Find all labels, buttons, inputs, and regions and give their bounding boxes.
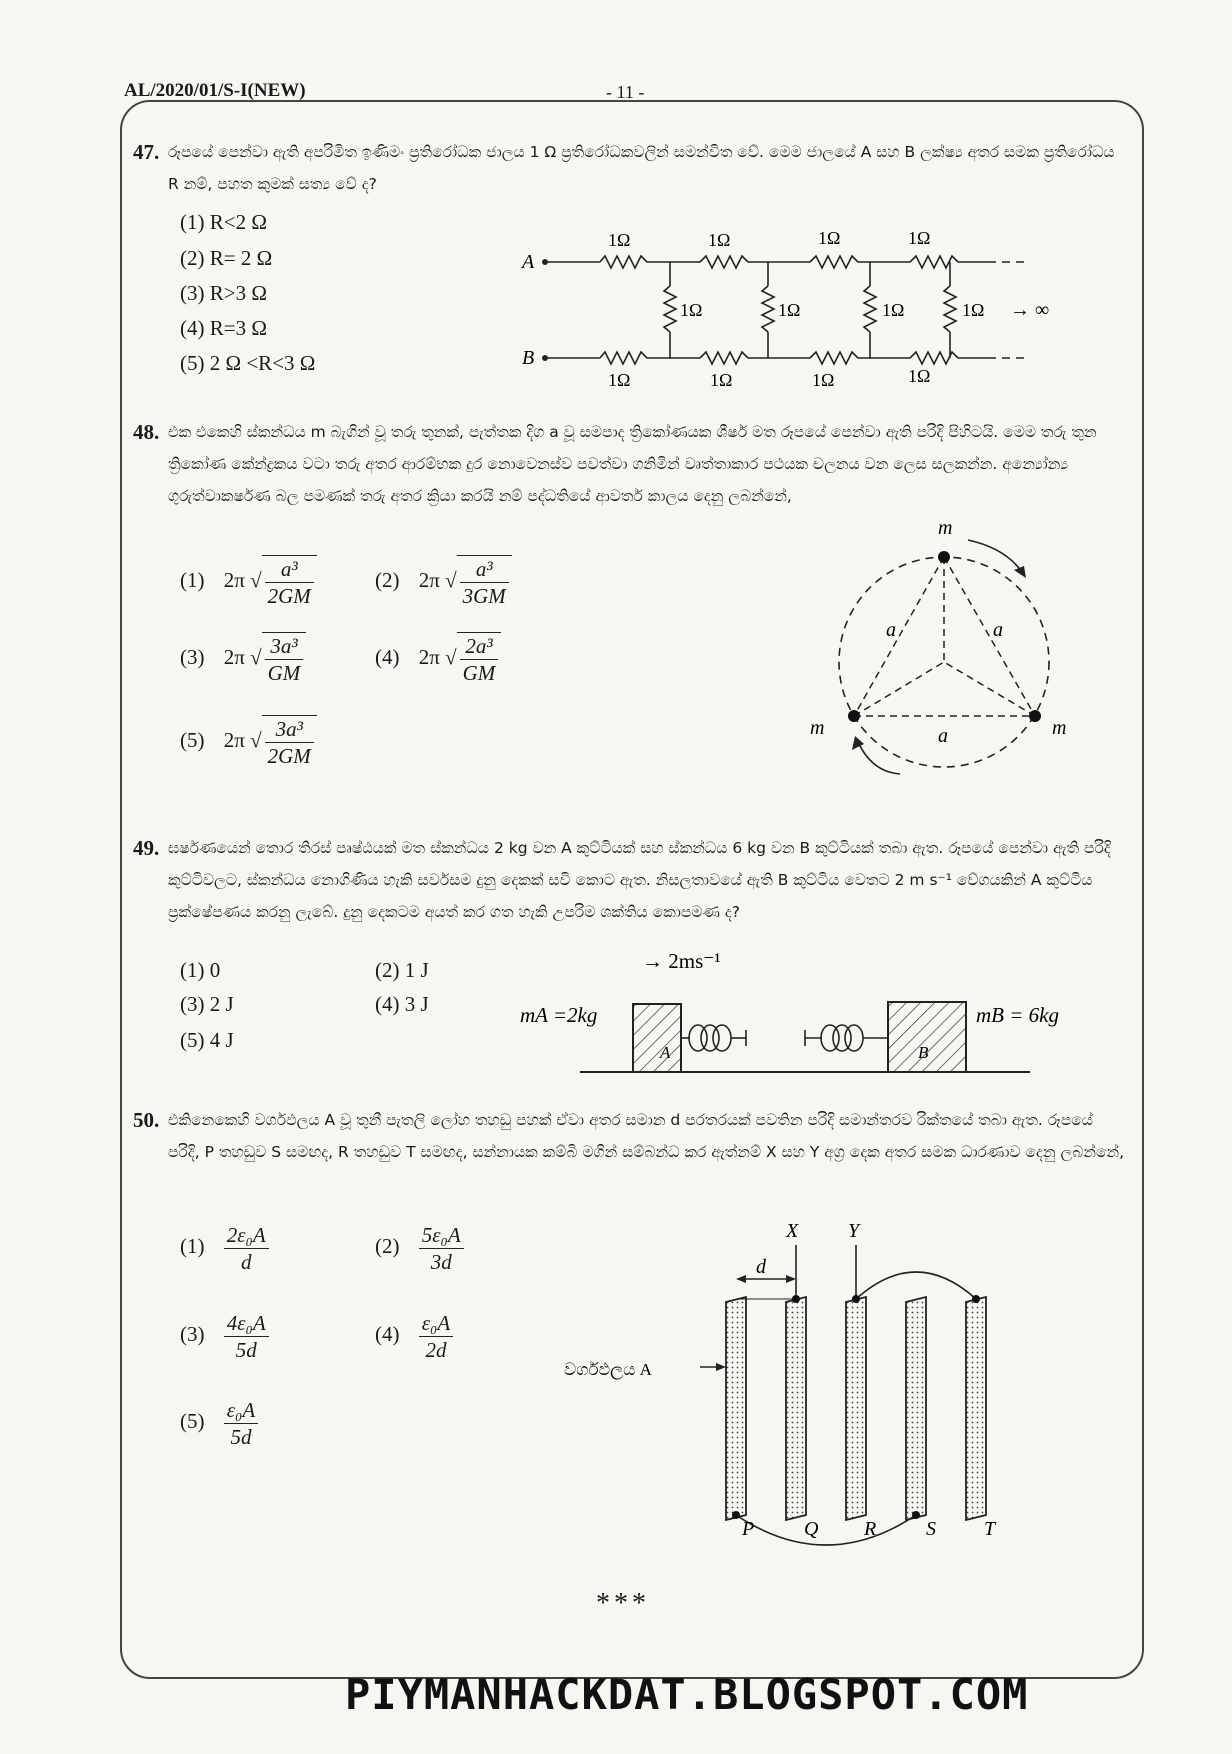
- q50-option-3-num: (3): [180, 1322, 205, 1347]
- q48-side-left: a: [886, 619, 896, 641]
- q48-option-1-coef: 2π: [223, 567, 245, 592]
- q49-option-5: (5) 4 J: [180, 1028, 234, 1052]
- q50-option-2: [375, 1222, 464, 1275]
- q50-terminal-y: Y: [848, 1220, 860, 1242]
- q47-res-label: 1Ω: [708, 230, 731, 250]
- q50-option-5-denominator: 5d: [230, 1425, 252, 1449]
- q49-block-b: B: [918, 1043, 929, 1062]
- q48-option-4-num: (4): [375, 644, 400, 669]
- q50-option-4-denominator: 2d: [425, 1338, 447, 1362]
- q48-option-2-num: (2): [375, 567, 400, 592]
- q47-ladder-circuit: [510, 220, 1110, 400]
- q48-option-4-coef: 2π: [418, 644, 440, 669]
- q49-number: 49.: [133, 836, 160, 860]
- q47-res-label: 1Ω: [812, 370, 835, 390]
- q50-option-4-numerator: ε₀A: [421, 1311, 451, 1335]
- q48-option-2-denominator: 3GM: [462, 584, 506, 608]
- q47-infinity-arrow: → ∞: [1010, 299, 1050, 321]
- q48-option-3-coef: 2π: [223, 644, 245, 669]
- q48-option-2-numerator: a³: [475, 557, 493, 581]
- q48-side-right: a: [993, 619, 1003, 641]
- q50-option-5-numerator: ε₀A: [226, 1398, 256, 1422]
- end-marks: ***: [596, 1588, 650, 1619]
- q48-side-bottom: a: [938, 725, 948, 747]
- q48-option-4: (4) 2π √ $\frac{\text{2a³}}{GM}$: [375, 632, 501, 686]
- q50-option-2-numerator: 5ε₀A: [421, 1223, 461, 1247]
- q48-option-3: (3) 2π √ $\frac{\text{3a³}}{GM}$: [180, 632, 306, 686]
- q49-option-3: (3) 2 J: [180, 992, 234, 1016]
- q48-option-1-denominator: 2GM: [267, 584, 311, 608]
- q48-mass-top: m: [938, 517, 953, 539]
- q47-text: රූපයේ පෙන්වා ඇති අපරිමිත ඉණිමං ප්‍රතිරෝධක ජාලය 1 Ω ප්‍රතිරෝධකවලින් සමන්විත වේ. මෙම ජාලයේ A සහ B ලක්ෂ්‍ය අතර සමක ප්‍රතිරෝධය R නම්, පහත කුමක් සත්‍ය වේ ද?: [168, 143, 1115, 193]
- q48-mass-left: m: [810, 717, 825, 739]
- q50-option-1-denominator: d: [240, 1250, 252, 1274]
- q50-option-3-denominator: 5d: [235, 1338, 257, 1362]
- q47-res-label: 1Ω: [818, 228, 841, 248]
- q47-res-label: 1Ω: [962, 300, 985, 320]
- q50-option-4-num: (4): [375, 1322, 400, 1347]
- q49-mass-a-label: mA =2kg: [520, 1003, 598, 1027]
- q50-option-5: [180, 1397, 258, 1450]
- q50-terminal-x: X: [786, 1220, 799, 1242]
- q50-gap-label: d: [756, 1256, 766, 1278]
- q49-option-4: (4) 3 J: [375, 992, 429, 1016]
- q47-res-label: 1Ω: [608, 370, 631, 390]
- q47-res-label: 1Ω: [908, 228, 931, 248]
- q49-text: ඝර්ෂණයෙන් තොර තිරස් පෘෂ්ඨයක් මත ස්කන්ධය 2 kg වන A කුට්ටියක් සහ ස්කන්ධය 6 kg වන B කුට්ටියක් තබා ඇත. රූපයේ පෙන්වා ඇති පරිදි කුට්ටිවලට, ස්කන්ධය නොගිණිය හැකි සර්වසම දුනු දෙකක් සවි කොට ඇත. නිසලතාවයේ ඇති B කුට්ටිය වෙතට 2 m s⁻¹ වේගයකින් A කුට්ටිය ප්‍රක්ෂේපණය කරනු ලැබේ. දුනු දෙකටම අයත් කර ගත හැකි උපරිම ශක්තිය කොපමණ ද?: [168, 839, 1111, 921]
- q47-res-label: 1Ω: [680, 300, 703, 320]
- q50-option-1-num: (1): [180, 1234, 205, 1259]
- q47-node-a: A: [522, 251, 535, 273]
- q48-option-5-num: (5): [180, 727, 205, 752]
- q47-res-label: 1Ω: [710, 370, 733, 390]
- q47-res-label: 1Ω: [608, 230, 631, 250]
- q48-option-5-coef: 2π: [223, 727, 245, 752]
- q50-option-5-num: (5): [180, 1409, 205, 1434]
- q48-option-1-num: (1): [180, 567, 205, 592]
- q50-option-1-numerator: 2ε₀A: [226, 1223, 266, 1247]
- q48-option-3-numerator: 3a³: [270, 634, 298, 658]
- q48-option-5-numerator: 3a³: [275, 717, 303, 741]
- q48-option-2: (2) 2π √ $\frac{\text{a³}}{3GM}$: [375, 555, 512, 609]
- q47-option-1: (1) R<2 Ω: [180, 210, 267, 234]
- q50-capacitor-plates-diagram: [560, 1215, 1030, 1555]
- q48-option-5: (5) 2π √ $\frac{\text{3a³}}{2GM}$: [180, 715, 317, 769]
- q50-option-1: [180, 1222, 269, 1275]
- q50-plate-q: Q: [804, 1518, 819, 1540]
- footer-watermark: PIYMANHACKDAT.BLOGSPOT.COM: [345, 1670, 1029, 1719]
- q47-node-b: B: [522, 347, 535, 369]
- q47-res-label: 1Ω: [778, 300, 801, 320]
- q50-area-label: වර්ගඵලය A: [564, 1360, 652, 1379]
- q48-option-5-denominator: 2GM: [267, 744, 311, 768]
- q47-option-3: (3) R>3 Ω: [180, 281, 267, 305]
- q48-mass-right: m: [1052, 717, 1067, 739]
- q48-option-1: (1) 2π √ $\frac{\text{a³}}{2GM}$: [180, 555, 317, 609]
- q47-option-4: (4) R=3 Ω: [180, 316, 267, 340]
- q47-number: 47.: [133, 140, 160, 164]
- q50-plate-r: R: [864, 1518, 877, 1540]
- q50-option-3: [180, 1310, 269, 1363]
- q49-velocity-label: → 2ms⁻¹: [642, 949, 721, 973]
- paper-code: AL/2020/01/S-I(NEW): [124, 80, 306, 101]
- q50-option-2-denominator: 3d: [430, 1250, 452, 1274]
- q48-option-1-numerator: a³: [280, 557, 298, 581]
- q47-option-5: (5) 2 Ω <R<3 Ω: [180, 351, 316, 375]
- q49-spring-blocks-diagram: [520, 949, 1059, 1080]
- q50-text: එකිනෙකෙහි වර්ගඵලය A වූ තුනී පැතලි ලෝහ තහඩු පහක් ඒවා අතර සමාන d පරතරයක් පවතින පරිදි සමාන්තරව රික්තයේ තබා ඇත. රූපයේ පරිදි, P තහඩුව S සමඟද, R තහඩුව T සමඟද, සන්නායක කම්බි මගින් සම්බන්ධ කර ඇත්නම් X සහ Y අග්‍ර දෙක අතර සමක ධාරණාව දෙනු ලබන්නේ,: [168, 1111, 1125, 1161]
- q50-plate-s: S: [926, 1518, 936, 1540]
- q48-three-star-diagram: [800, 512, 1070, 792]
- q50-plate-t: T: [984, 1518, 996, 1540]
- q49-block-a: A: [660, 1043, 671, 1062]
- q48-option-4-numerator: 2a³: [465, 634, 493, 658]
- q50-plate-p: P: [742, 1518, 755, 1540]
- q47-res-label: 1Ω: [882, 300, 905, 320]
- q48-text: එක එකෙහි ස්කන්ධය m බැගින් වූ තරු තුනක්, පැත්තක දිග a වූ සමපාද ත්‍රිකෝණයක ශීර්ෂ මත රූපයේ පෙන්වා ඇති පරිදි පිහිටයි. මෙම තරු තුන ත්‍රිකෝණ කේන්ද්‍රකය වටා තරු අතර ආරම්භක දුර නොවෙනස්ව පවත්වා ගනිමින් වෘත්තාකාර පථයක චලනය වන ලෙස සලකන්න. අන්‍යෝන්‍ය ගුරුත්වාකර්ෂණ බල පමණක් තරු අතර ක්‍රියා කරයි නම් පද්ධතියේ ආවර්ත කාලය දෙනු ලබන්නේ,: [168, 423, 1097, 505]
- q50-option-2-num: (2): [375, 1234, 400, 1259]
- q48-number: 48.: [133, 420, 160, 444]
- q50-option-4: [375, 1310, 453, 1363]
- q50-option-3-numerator: 4ε₀A: [226, 1311, 266, 1335]
- q48-option-4-denominator: GM: [462, 661, 496, 685]
- q49-option-2: (2) 1 J: [375, 958, 429, 982]
- q48-option-3-num: (3): [180, 644, 205, 669]
- q47-option-2: (2) R= 2 Ω: [180, 246, 273, 270]
- q49-option-1: (1) 0: [180, 958, 221, 982]
- q48-option-3-denominator: GM: [267, 661, 301, 685]
- q47-res-label: 1Ω: [908, 366, 931, 386]
- q50-number: 50.: [133, 1108, 160, 1132]
- page-number: - 11 -: [606, 82, 645, 102]
- q48-option-2-coef: 2π: [418, 567, 440, 592]
- q49-mass-b-label: mB = 6kg: [976, 1003, 1059, 1027]
